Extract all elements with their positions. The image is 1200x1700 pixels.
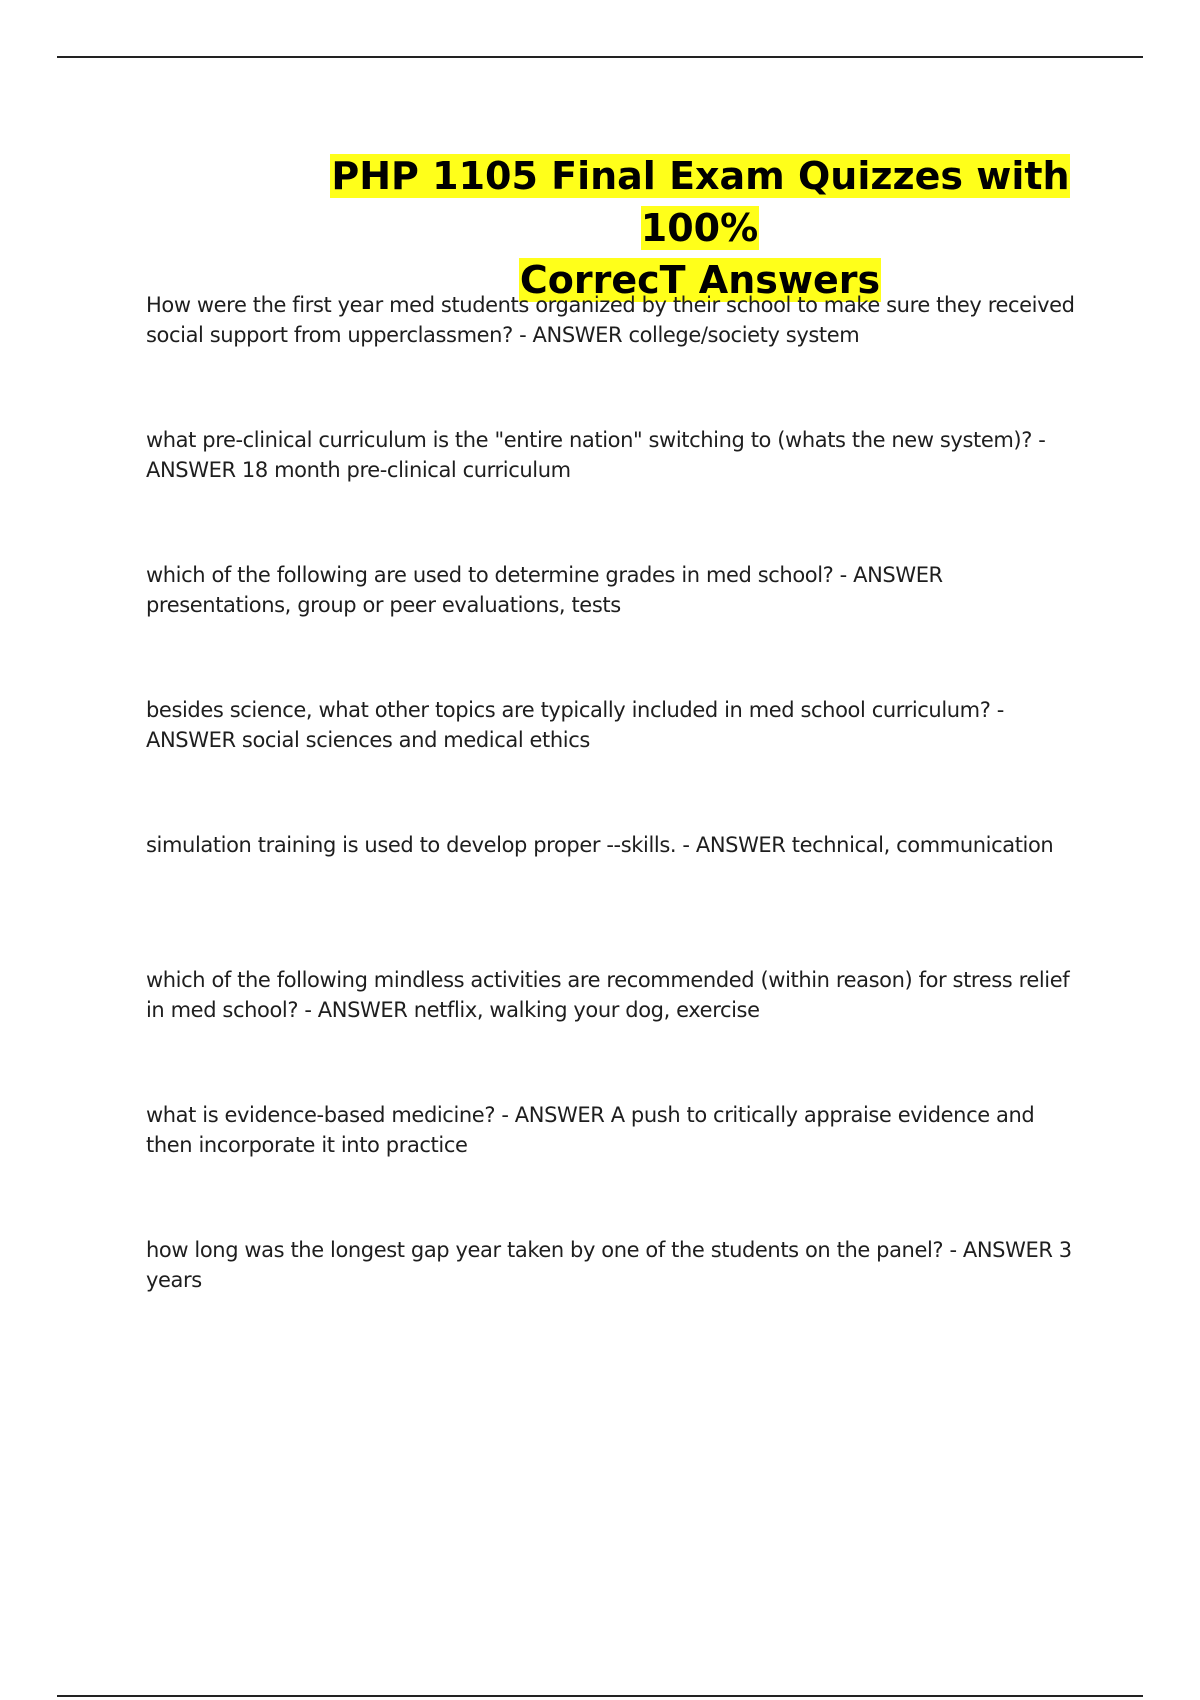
document-title xyxy=(300,150,1100,306)
question-answer-list xyxy=(146,290,1086,1370)
top-rule xyxy=(57,56,1143,58)
qa-item-3: which of the following are used to determine grades in med school? - ANSWER presentations, group or peer evaluations, tests xyxy=(146,563,943,617)
qa-item-2: what pre-clinical curriculum is the "entire nation" switching to (whats the new system)? - ANSWER 18 month pre-clinical curriculum xyxy=(146,428,1046,482)
qa-item-4: besides science, what other topics are typically included in med school curriculum? - ANSWER social sciences and medical ethics xyxy=(146,698,1004,752)
qa-item-6: which of the following mindless activities are recommended (within reason) for stress relief in med school? - ANSWER netflix, walking your dog, exercise xyxy=(146,968,1070,1022)
qa-item-8: how long was the longest gap year taken by one of the students on the panel? - ANSWER 3 years xyxy=(146,1238,1072,1292)
qa-item-5: simulation training is used to develop proper --skills. - ANSWER technical, communication xyxy=(146,833,1054,857)
bottom-rule xyxy=(57,1695,1143,1697)
qa-item-1: How were the first year med students organized by their school to make sure they received social support from upperclassmen? - ANSWER college/society system xyxy=(146,293,1075,347)
title-line-2: CorrecT Answers xyxy=(519,258,881,302)
title-line-1: PHP 1105 Final Exam Quizzes with 100% xyxy=(331,154,1070,250)
qa-item-7: what is evidence-based medicine? - ANSWER A push to critically appraise evidence and then incorporate it into practice xyxy=(146,1103,1035,1157)
